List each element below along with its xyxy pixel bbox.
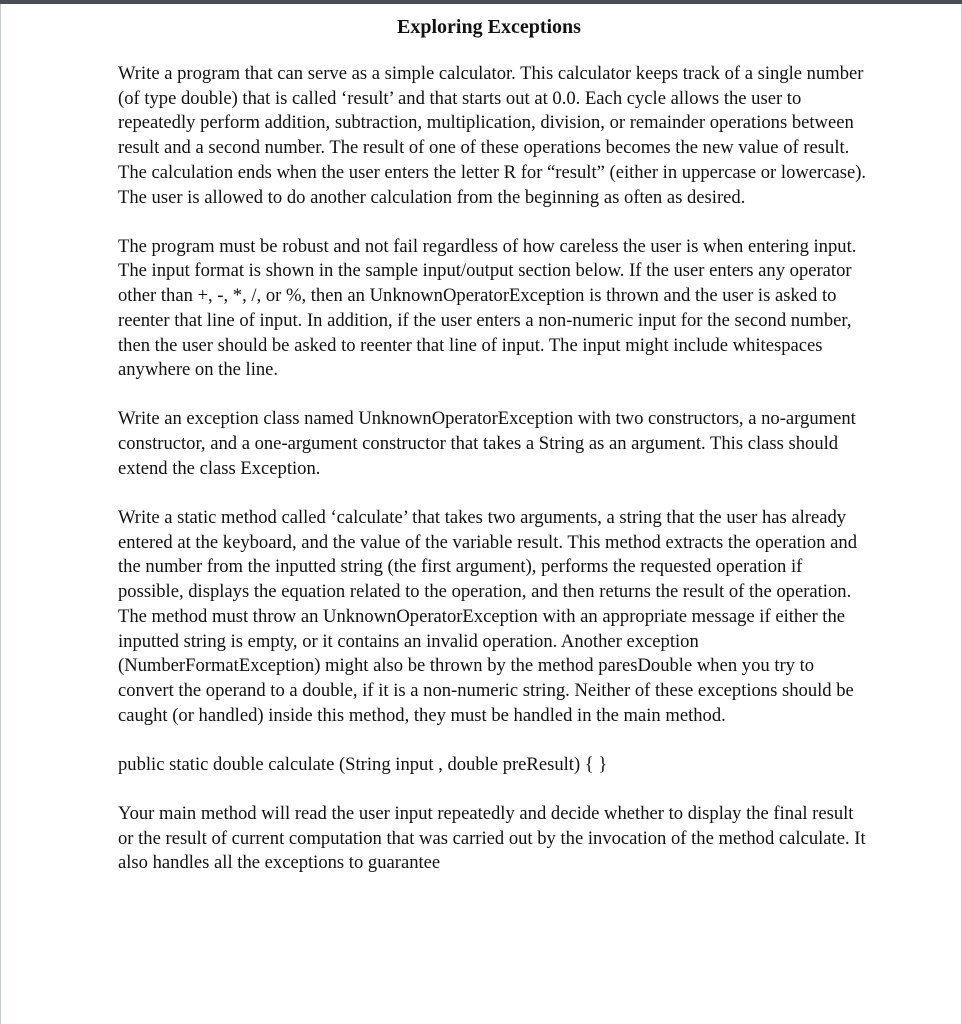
paragraph-exception-class: Write an exception class named UnknownOperatorException with two constructors, a no-argument constructor, and a one-argument constructor that takes a String as an argument. This class should extend the class Exception. <box>118 408 856 479</box>
document-title: Exploring Exceptions <box>397 16 581 38</box>
paragraph-calculate-method: Write a static method called ‘calculate’ that takes two arguments, a string that the user has already entered at the keyboard, and the value of the variable result. This method extracts the operation and the number from the inputted string (the first argument), performs the requested operation if possible, displays the equation related to the operation, and then returns the result of the operation. The method must throw an UnknownOperatorException with an appropriate message if either the inputted string is empty, or it contains an invalid operation. Another exception (NumberFormatException) might also be thrown by the method paresDouble when you try to convert the operand to a double, if it is a non-numeric string. Neither of these exceptions should be caught (or handled) inside this method, they must be handled in the main method. <box>118 507 858 726</box>
window-top-border <box>0 0 962 4</box>
paragraph-robustness: The program must be robust and not fail regardless of how careless the user is when entering input. The input format is shown in the sample input/output section below. If the user enters any operator other than +, -, *, /, or %, then an UnknownOperatorException is thrown and the user is asked to reenter that line of input. In addition, if the user enters a non-numeric input for the second number, then the user should be asked to reenter that line of input. The input might include whitespaces anywhere on the line. <box>118 235 857 381</box>
paragraph-main-method: Your main method will read the user input repeatedly and decide whether to display the final result or the result of current computation that was carried out by the invocation of the method calculate. It also handles all the exceptions to guarantee <box>118 803 866 874</box>
paragraph-program-description: Write a program that can serve as a simple calculator. This calculator keeps track of a single number (of type double) that is called ‘result’ and that starts out at 0.0. Each cycle allows the user to repeatedly perform addition, subtraction, multiplication, division, or remainder operations between result and a second number. The result of one of these operations becomes the new value of result. The calculation ends when the user enters the letter R for “result” (either in uppercase or lowercase). The user is allowed to do another calculation from the beginning as often as desired. <box>118 63 867 208</box>
method-signature: public static double calculate (String input , double preResult) { } <box>118 753 608 775</box>
page-left-edge <box>0 4 1 1024</box>
document-page <box>118 14 868 901</box>
